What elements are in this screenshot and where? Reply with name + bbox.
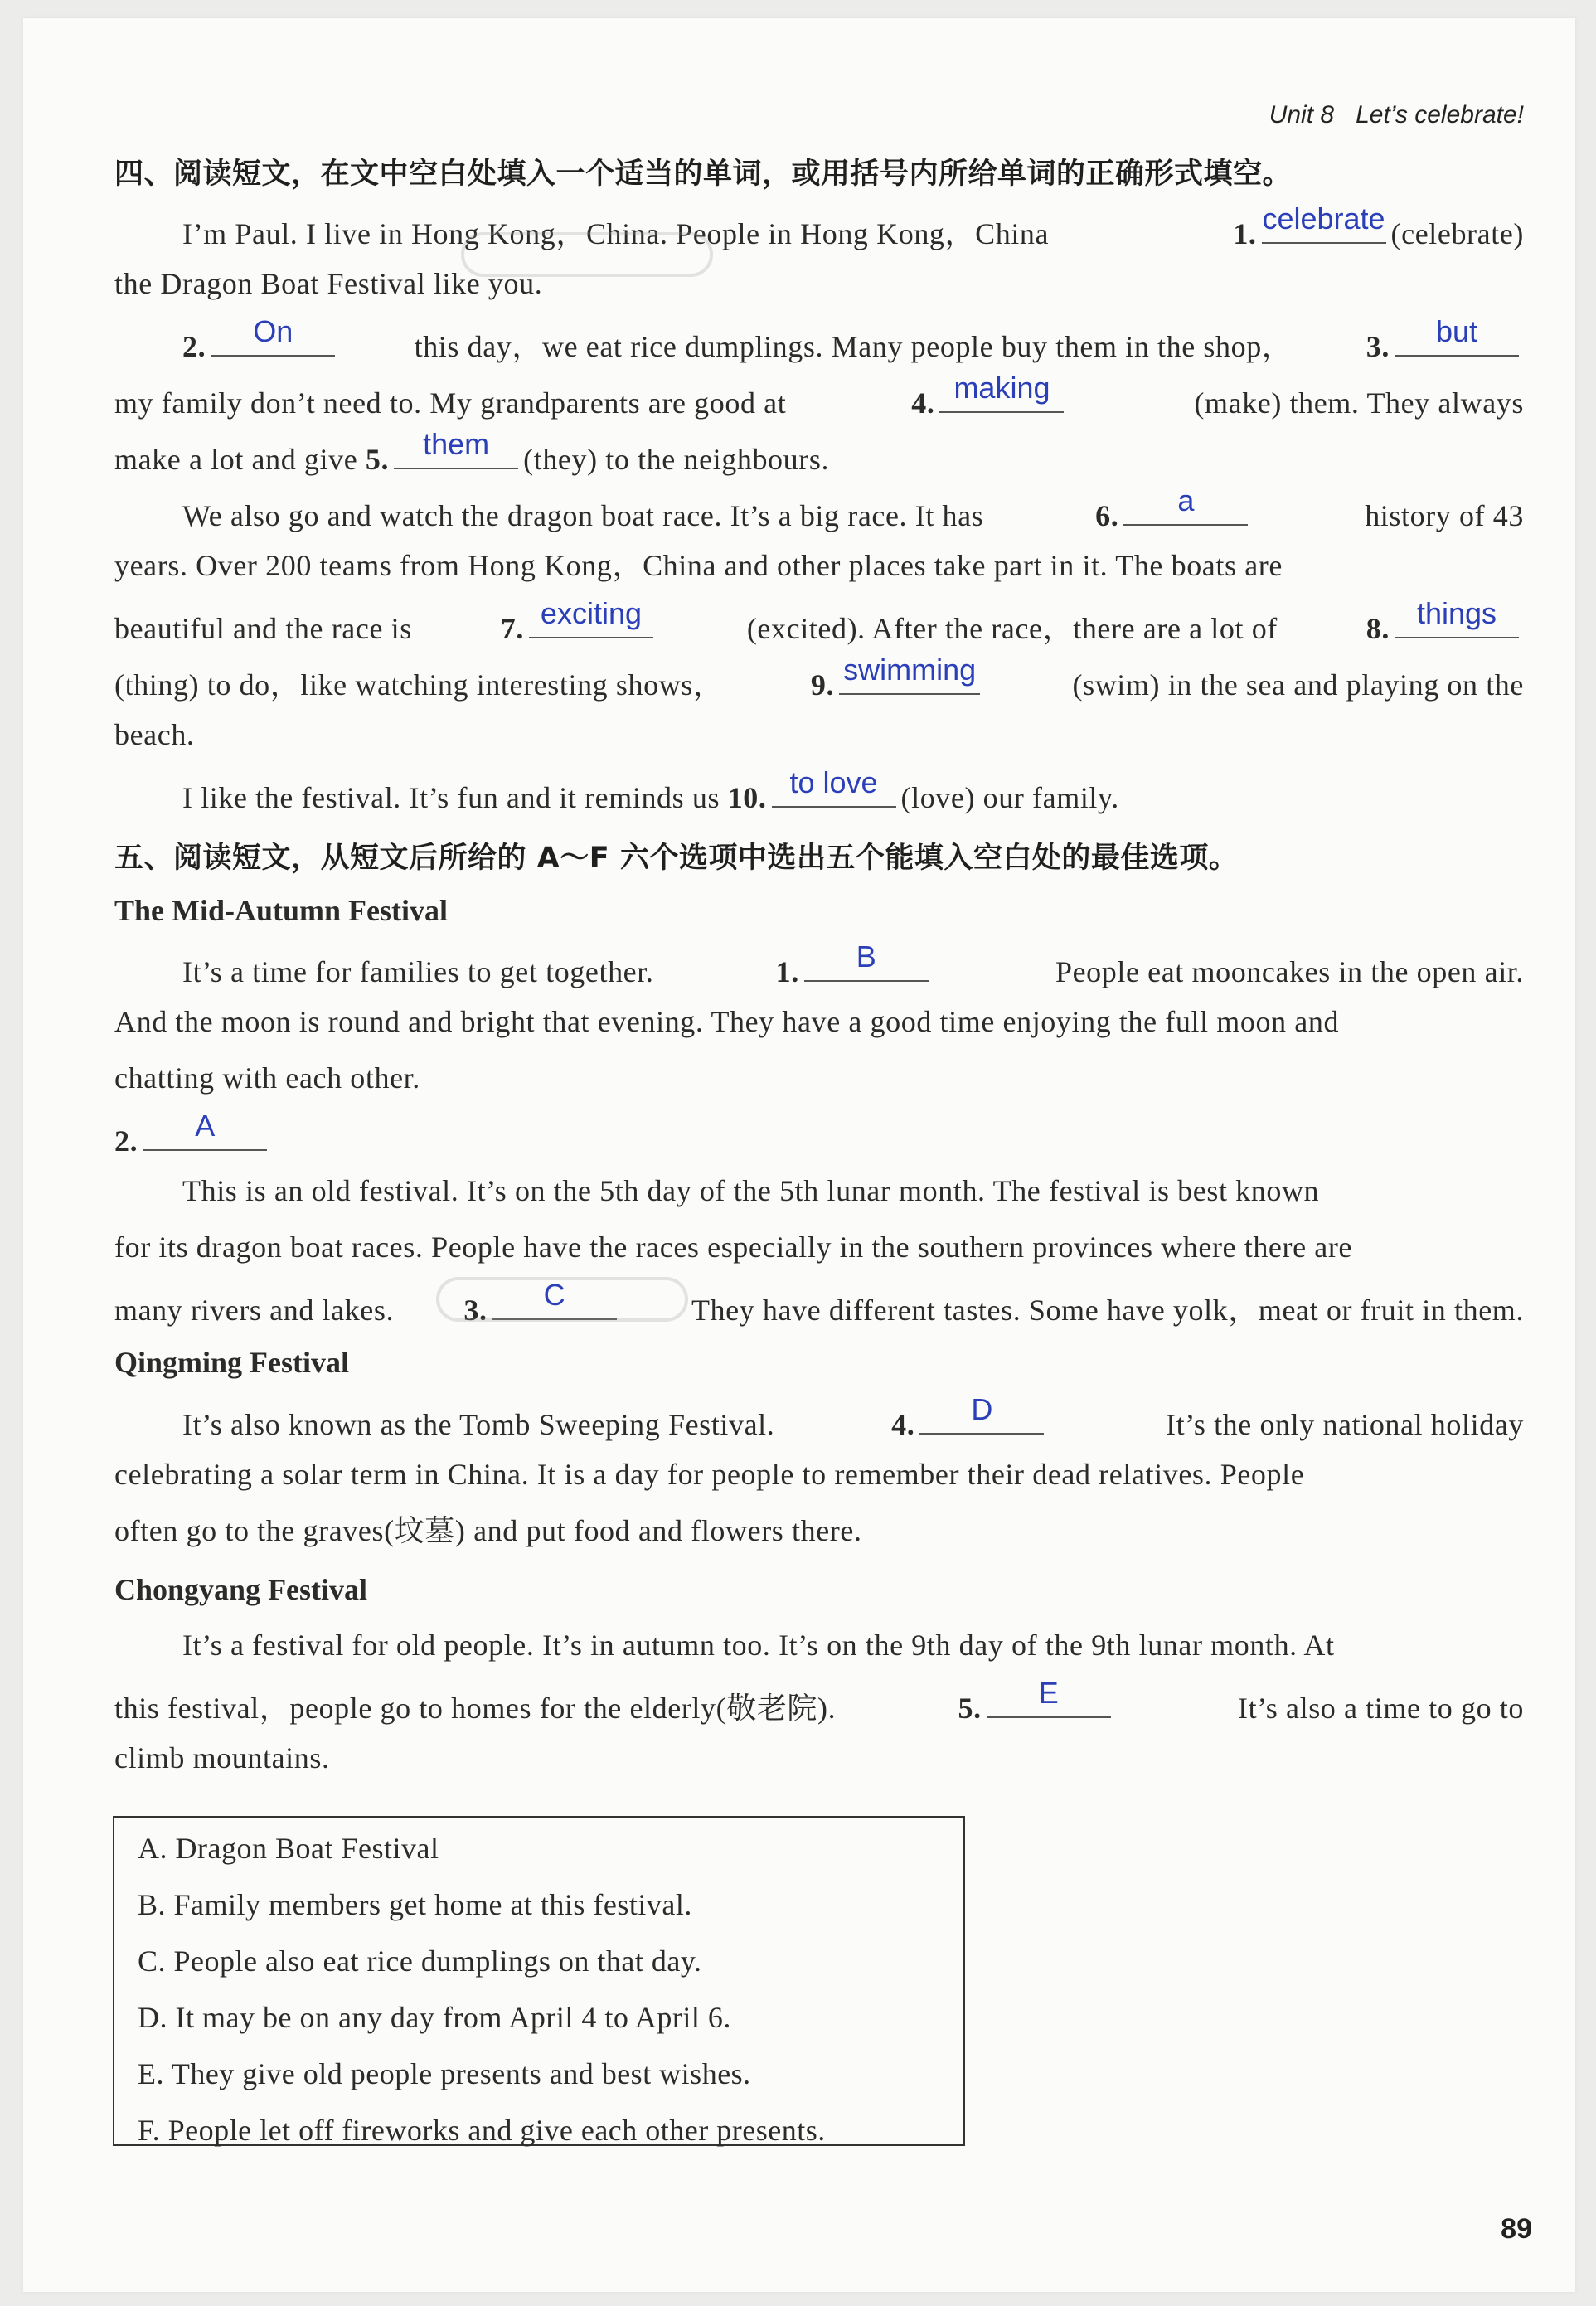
s5-line12: this festival，people go to homes for the elderly(敬老院). 5. E It’s also a time to go to — [114, 1676, 1524, 1725]
s5-line7: many rivers and lakes. 3. C They have different tastes. Some have yolk，meat or fruit in them. — [114, 1278, 1524, 1327]
s4-line1: I’m Paul. I live in Hong Kong，China. People in Hong Kong，China 1. celebrate (celebrate) — [182, 201, 1524, 250]
s5-blank-1[interactable]: B — [804, 947, 929, 982]
option-b: B. Family members get home at this festival. — [138, 1888, 692, 1921]
s5-line8: It’s also known as the Tomb Sweeping Festival. 4. D It’s the only national holiday — [182, 1392, 1524, 1441]
s5-line4: 2. A — [114, 1116, 1524, 1159]
s5-line10: often go to the graves(坟墓) and put food and flowers there. — [114, 1514, 862, 1547]
section5-title: 五、阅读短文，从短文后所给的 A～F 六个选项中选出五个能填入空白处的最佳选项。 — [114, 842, 1239, 875]
s5-blank-2[interactable]: A — [143, 1116, 267, 1151]
s4-line11: I like the festival. It’s fun and it reminds us 10. to love (love) our family. — [182, 765, 1119, 814]
s5-blank-5[interactable]: E — [987, 1683, 1111, 1718]
s5-line9: celebrating a solar term in China. It is a day for people to remember their dead relatives. People — [114, 1458, 1305, 1491]
option-c: C. People also eat rice dumplings on that day. — [138, 1944, 702, 1978]
s4-blank-2[interactable]: On — [211, 322, 335, 357]
s4-blank-5[interactable]: them — [394, 434, 518, 469]
s4-line5: make a lot and give 5. them (they) to the neighbours. — [114, 427, 830, 476]
unit-label: Unit 8 — [1269, 101, 1335, 129]
section4-title: 四、阅读短文，在文中空白处填入一个适当的单词，或用括号内所给单词的正确形式填空。 — [114, 158, 1293, 191]
s4-line4: my family don’t need to. My grandparents are good at 4. making (make) them. They always — [114, 371, 1524, 420]
s5-line11: It’s a festival for old people. It’s in autumn too. It’s on the 9th day of the 9th lunar month. At — [182, 1629, 1335, 1662]
s4-line2: the Dragon Boat Festival like you. — [114, 267, 543, 300]
heading-mid-autumn: The Mid-Autumn Festival — [114, 894, 449, 927]
heading-chongyang: Chongyang Festival — [114, 1573, 368, 1606]
s4-blank-3[interactable]: but — [1395, 322, 1519, 357]
s5-line13: climb mountains. — [114, 1741, 330, 1774]
unit-title: Let’s celebrate! — [1356, 101, 1524, 129]
s5-blank-4[interactable]: D — [919, 1400, 1044, 1435]
s5-line2: And the moon is round and bright that evening. They have a good time enjoying the full moon and — [114, 1005, 1340, 1038]
s5-line6: for its dragon boat races. People have the races especially in the southern provinces where there are — [114, 1231, 1353, 1264]
s4-blank-7[interactable]: exciting — [529, 604, 653, 638]
s4-line9: (thing) to do，like watching interesting shows， 9. swimming (swim) in the sea and playing on the — [114, 653, 1524, 702]
s4-blank-4[interactable]: making — [939, 378, 1064, 413]
s4-line8: beautiful and the race is 7. exciting (excited). After the race，there are a lot of 8. things — [114, 604, 1524, 647]
s4-blank-1[interactable]: celebrate — [1262, 209, 1386, 244]
s4-blank-6[interactable]: a — [1123, 491, 1248, 526]
option-a: A. Dragon Boat Festival — [138, 1832, 439, 1865]
watermark-mark — [454, 217, 720, 292]
s4-line6: We also go and watch the dragon boat race. It’s a big race. It has 6. a history of 43 — [182, 483, 1524, 532]
s4-p1a: I’m Paul. I live in Hong Kong，China. People in Hong Kong，China — [182, 217, 1050, 250]
option-e: E. They give old people presents and best wishes. — [138, 2057, 751, 2090]
s4-blank-9[interactable]: swimming — [839, 660, 980, 695]
options-box — [113, 1816, 965, 2146]
s4-blank-8[interactable]: things — [1395, 604, 1519, 638]
workbook-page — [23, 18, 1575, 2292]
page-number: 89 — [1501, 2213, 1532, 2245]
s5-line1: It’s a time for families to get together. 1. B People eat mooncakes in the open air. — [182, 939, 1524, 988]
s4-line3: 2. On this day，we eat rice dumplings. Many people buy them in the shop， 3. but — [182, 322, 1524, 365]
s4-blank-10[interactable]: to love — [772, 773, 896, 808]
s4-line10: beach. — [114, 718, 195, 751]
s5-blank-3[interactable]: C — [492, 1285, 617, 1320]
s5-line3: chatting with each other. — [114, 1061, 420, 1095]
option-d: D. It may be on any day from April 4 to April 6. — [138, 2001, 731, 2034]
heading-qingming: Qingming Festival — [114, 1346, 350, 1379]
option-f: F. People let off fireworks and give each other presents. — [138, 2114, 826, 2147]
s4-line7: years. Over 200 teams from Hong Kong，China and other places take part in it. The boats are — [114, 549, 1283, 582]
watermark-mark-2 — [429, 1262, 695, 1337]
page-header — [1269, 101, 1524, 129]
s5-line5: This is an old festival. It’s on the 5th day of the 5th lunar month. The festival is best known — [182, 1174, 1320, 1207]
